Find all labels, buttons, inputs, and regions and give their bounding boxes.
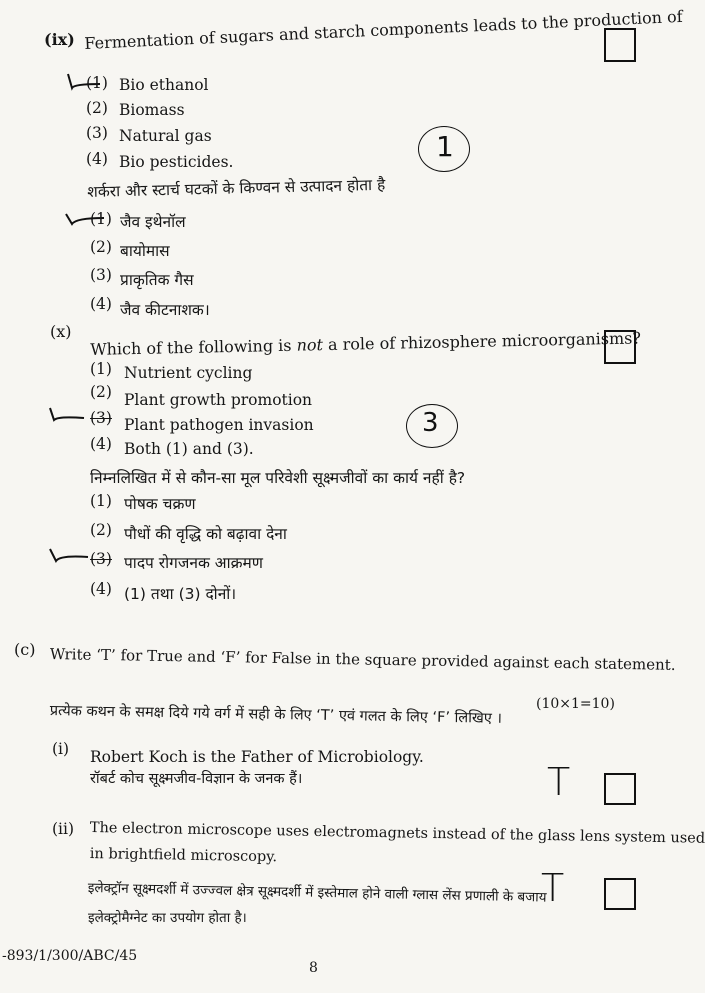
statement-text: The electron microscope uses electromagnets instead of the glass lens system used <box>89 820 705 847</box>
option-number: (1) <box>90 360 112 378</box>
question-text: Which of the following is not a role of rhizosphere microorganisms? <box>90 328 642 359</box>
answer-box[interactable] <box>604 878 636 910</box>
hindi-statement-text: इलेक्ट्रोमैग्नेट का उपयोग होता है। <box>88 910 247 926</box>
paper-code: -893/1/300/ABC/45 <box>2 948 138 964</box>
question-number: (x) <box>50 322 72 341</box>
option-number: (3) <box>86 124 108 142</box>
hindi-option-text: पोषक चक्रण <box>124 495 196 513</box>
hindi-statement-text: रॉबर्ट कोच सूक्ष्मजीव-विज्ञान के जनक हैं। <box>90 771 303 787</box>
question-text: Fermentation of sugars and starch components leads to the production of <box>84 6 684 53</box>
option-text: Both (1) and (3). <box>124 440 254 458</box>
check-mark-icon <box>46 404 86 426</box>
handwritten-answer: 1 <box>436 130 454 163</box>
option-number: (3) <box>90 266 112 284</box>
option-number: (2) <box>90 238 112 256</box>
item-number: (ii) <box>52 820 75 838</box>
option-number: (2) <box>90 521 112 539</box>
option-number: (1) <box>90 492 112 510</box>
hindi-option-text: प्राकृतिक गैस <box>120 271 194 289</box>
hindi-option-text: पादप रोगजनक आक्रमण <box>124 554 264 572</box>
option-number: (4) <box>90 435 112 453</box>
option-text: Plant pathogen invasion <box>124 416 314 434</box>
option-number: (4) <box>90 580 112 598</box>
section-marks: (10×1=10) <box>536 696 615 712</box>
option-number: (2) <box>90 383 112 401</box>
question-number: (ix) <box>44 30 75 49</box>
answer-box[interactable] <box>604 773 636 805</box>
hindi-instruction: प्रत्येक कथन के समक्ष दिये गये वर्ग में सही के लिए ‘T’ एवं गलत के लिए ‘F’ लिखिए । <box>49 702 503 727</box>
option-number: (3) <box>90 409 112 427</box>
handwritten-answer: 3 <box>422 408 439 438</box>
option-text: Bio pesticides. <box>119 153 234 171</box>
option-number: (3) <box>90 550 112 568</box>
hindi-statement-text: इलेक्ट्रॉन सूक्ष्मदर्शी में उज्ज्वल क्षेत्र सूक्ष्मदर्शी में इस्तेमाल होने वाली ग्लास लेंस प्रणाली के बजाय <box>87 879 547 906</box>
hindi-option-text: जैव कीटनाशक। <box>120 301 210 319</box>
option-text: Biomass <box>119 101 185 119</box>
hindi-option-text: पौधों की वृद्धि को बढ़ावा देना <box>124 525 287 543</box>
statement-text: in brightfield microscopy. <box>89 846 278 866</box>
option-number: (2) <box>86 99 108 117</box>
hindi-question-text: शर्करा और स्टार्च घटकों के किण्वन से उत्पादन होता है <box>87 175 386 201</box>
hindi-question-text: निम्नलिखित में से कौन-सा मूल परिवेशी सूक्ष्मजीवों का कार्य नहीं है? <box>90 469 466 487</box>
statement-text: Robert Koch is the Father of Microbiology. <box>90 748 424 766</box>
section-instruction: Write ‘T’ for True and ‘F’ for False in the square provided against each statement. <box>49 645 676 674</box>
page-number: 8 <box>309 960 318 976</box>
option-text: Bio ethanol <box>119 76 209 94</box>
answer-box[interactable] <box>604 28 636 62</box>
section-label: (c) <box>14 640 36 659</box>
option-number: (1) <box>90 210 112 228</box>
item-number: (i) <box>52 740 70 758</box>
option-text: Plant growth promotion <box>124 391 313 409</box>
option-text: Nutrient cycling <box>124 364 253 382</box>
option-text: Natural gas <box>119 127 212 145</box>
option-number: (1) <box>86 74 108 92</box>
hindi-option-text: बायोमास <box>120 242 170 260</box>
handwritten-answer: T <box>547 760 571 804</box>
answer-box[interactable] <box>604 330 636 364</box>
check-mark-icon <box>46 545 90 567</box>
hindi-option-text: जैव इथेनॉल <box>120 213 186 231</box>
handwritten-answer: T <box>541 866 565 910</box>
option-number: (4) <box>90 295 112 313</box>
option-number: (4) <box>86 150 108 168</box>
hindi-option-text: (1) तथा (3) दोनों। <box>124 585 237 603</box>
